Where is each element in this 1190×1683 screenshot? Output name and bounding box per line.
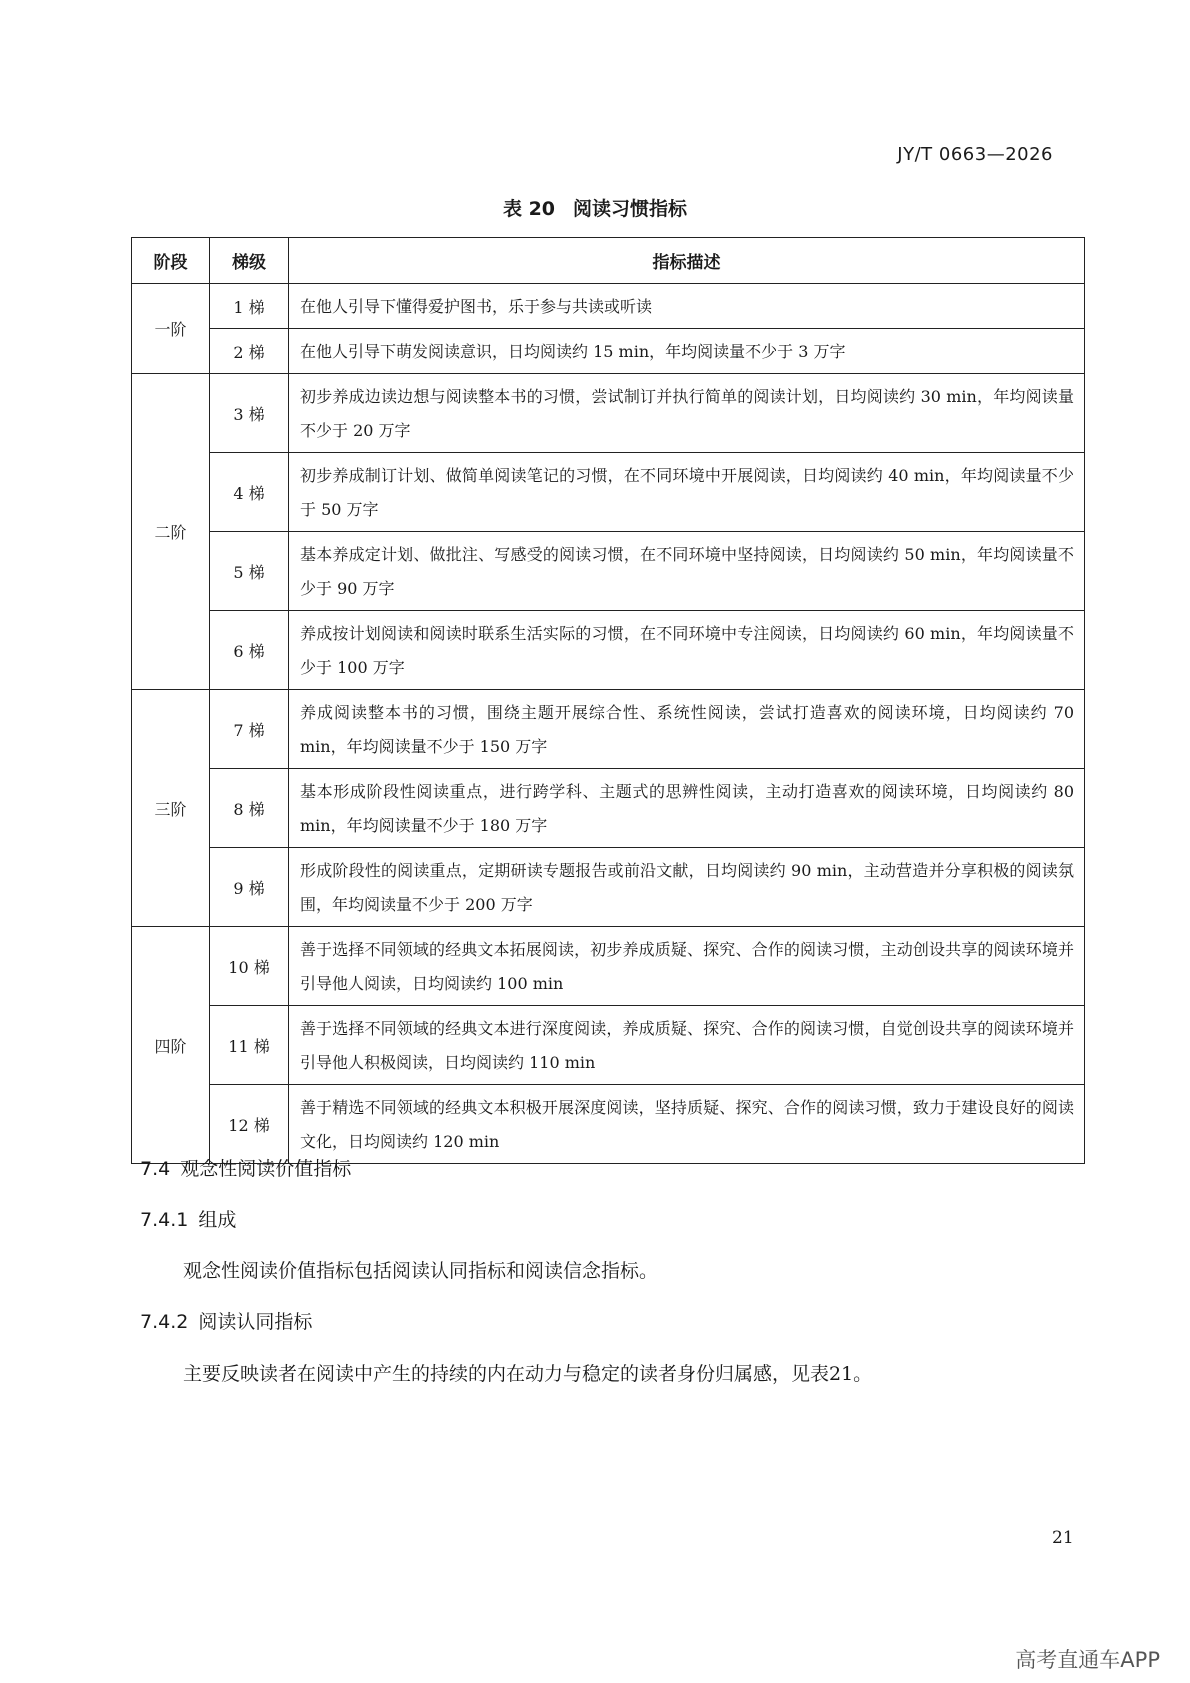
description-cell: 基本形成阶段性阅读重点，进行跨学科、主题式的思辨性阅读，主动打造喜欢的阅读环境，日均阅读约 80 min，年均阅读量不少于 180 万字: [289, 769, 1085, 848]
table-row: [132, 690, 1085, 769]
table-row: [132, 927, 1085, 1006]
ladder-cell: 8 梯: [210, 769, 289, 848]
ladder-cell: 3 梯: [210, 374, 289, 453]
reading-habit-table: [131, 237, 1085, 1164]
description-cell: 善于选择不同领域的经典文本拓展阅读，初步养成质疑、探究、合作的阅读习惯，主动创设共享的阅读环境并引导他人阅读，日均阅读约 100 min: [289, 927, 1085, 1006]
table-caption: [0, 194, 1190, 221]
section-number: 7.4.1: [140, 1209, 189, 1231]
table-number: 表 20: [502, 198, 556, 220]
ladder-cell: 2 梯: [210, 329, 289, 374]
paragraph: 主要反映读者在阅读中产生的持续的内在动力与稳定的读者身份归属感，见表21。: [183, 1363, 873, 1385]
ladder-cell: 7 梯: [210, 690, 289, 769]
table-row: [132, 1085, 1085, 1164]
ladder-cell: 6 梯: [210, 611, 289, 690]
section-title: 组成: [198, 1209, 237, 1231]
header-ladder: 梯级: [210, 238, 289, 284]
page-number: 21: [1052, 1528, 1074, 1548]
table-row: [132, 532, 1085, 611]
table-row: [132, 374, 1085, 453]
table-title: 阅读习惯指标: [573, 198, 688, 220]
description-cell: 初步养成边读边想与阅读整本书的习惯，尝试制订并执行简单的阅读计划，日均阅读约 30 min，年均阅读量不少于 20 万字: [289, 374, 1085, 453]
table-header-row: [132, 238, 1085, 284]
stage-cell: 一阶: [132, 284, 210, 374]
description-cell: 基本养成定计划、做批注、写感受的阅读习惯，在不同环境中坚持阅读，日均阅读约 50 min，年均阅读量不少于 90 万字: [289, 532, 1085, 611]
section-heading-7-4-2: [140, 1307, 312, 1334]
ladder-cell: 10 梯: [210, 927, 289, 1006]
description-cell: 初步养成制订计划、做简单阅读笔记的习惯，在不同环境中开展阅读，日均阅读约 40 min，年均阅读量不少于 50 万字: [289, 453, 1085, 532]
table-row: [132, 848, 1085, 927]
section-heading-7-4-1: [140, 1205, 236, 1232]
table-row: [132, 284, 1085, 329]
document-code: JY/T 0663—2026: [897, 144, 1053, 165]
section-number: 7.4: [140, 1158, 171, 1180]
description-cell: 养成阅读整本书的习惯，围绕主题开展综合性、系统性阅读，尝试打造喜欢的阅读环境，日均阅读约 70 min，年均阅读量不少于 150 万字: [289, 690, 1085, 769]
section-title: 观念性阅读价值指标: [180, 1158, 352, 1180]
header-stage: 阶段: [132, 238, 210, 284]
table-row: [132, 453, 1085, 532]
ladder-cell: 11 梯: [210, 1006, 289, 1085]
ladder-cell: 4 梯: [210, 453, 289, 532]
ladder-cell: 9 梯: [210, 848, 289, 927]
ladder-cell: 12 梯: [210, 1085, 289, 1164]
paragraph: 观念性阅读价值指标包括阅读认同指标和阅读信念指标。: [183, 1260, 659, 1282]
description-cell: 在他人引导下懂得爱护图书，乐于参与共读或听读: [289, 284, 1085, 329]
stage-cell: 三阶: [132, 690, 210, 927]
description-cell: 形成阶段性的阅读重点，定期研读专题报告或前沿文献，日均阅读约 90 min，主动营造并分享积极的阅读氛围，年均阅读量不少于 200 万字: [289, 848, 1085, 927]
description-cell: 在他人引导下萌发阅读意识，日均阅读约 15 min，年均阅读量不少于 3 万字: [289, 329, 1085, 374]
description-cell: 养成按计划阅读和阅读时联系生活实际的习惯，在不同环境中专注阅读，日均阅读约 60 min，年均阅读量不少于 100 万字: [289, 611, 1085, 690]
section-heading-7-4: [140, 1154, 351, 1181]
section-number: 7.4.2: [140, 1311, 189, 1333]
header-description: 指标描述: [289, 238, 1085, 284]
table-row: [132, 769, 1085, 848]
ladder-cell: 1 梯: [210, 284, 289, 329]
stage-cell: 二阶: [132, 374, 210, 690]
section-title: 阅读认同指标: [198, 1311, 313, 1333]
table-row: [132, 1006, 1085, 1085]
stage-cell: 四阶: [132, 927, 210, 1164]
table-row: [132, 329, 1085, 374]
watermark: 高考直通车APP: [1015, 1648, 1160, 1672]
ladder-cell: 5 梯: [210, 532, 289, 611]
description-cell: 善于选择不同领域的经典文本进行深度阅读，养成质疑、探究、合作的阅读习惯，自觉创设共享的阅读环境并引导他人积极阅读，日均阅读约 110 min: [289, 1006, 1085, 1085]
description-cell: 善于精选不同领域的经典文本积极开展深度阅读，坚持质疑、探究、合作的阅读习惯，致力于建设良好的阅读文化，日均阅读约 120 min: [289, 1085, 1085, 1164]
table-row: [132, 611, 1085, 690]
